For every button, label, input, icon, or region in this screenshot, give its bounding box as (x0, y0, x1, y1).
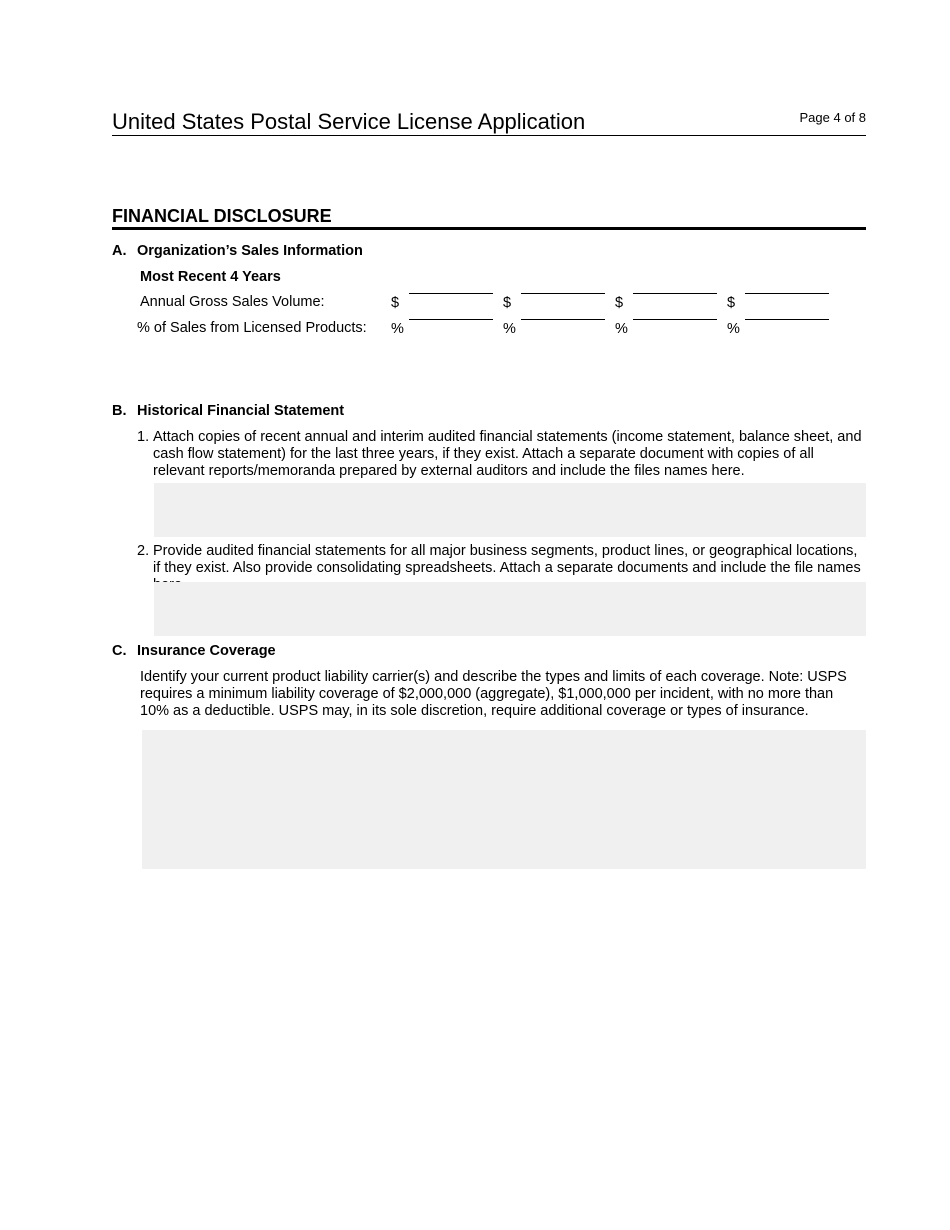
header-rule (112, 135, 866, 136)
part-b-title: Historical Financial Statement (137, 403, 345, 419)
page-number: Page 4 of 8 (799, 110, 866, 125)
insurance-instructions: Identify your current product liability carrier(s) and describe the types and limits of each coverage. Note: USPS requires a minimum liability coverage of $2,000,000 (aggregate), $1,000,000 per incident, with no more than 10% as a deductible. USPS may, in its sole discretion, require additional coverage or types of insurance. (140, 669, 847, 719)
document-title: United States Postal Service License Application (112, 109, 586, 134)
dollar-symbol: $ (503, 295, 512, 311)
sales-volume-label: Annual Gross Sales Volume: (140, 294, 325, 310)
part-a-title: Organization’s Sales Information (137, 243, 363, 259)
percent-symbol: % (391, 321, 404, 337)
item-2-text: Provide audited financial statements for all major business segments, product lines, or geographical locations, if they exist. Also provide consolidating spreadsheets. Attach a separate documents and include the file names (153, 543, 861, 576)
item-1-text: Attach copies of recent annual and interim audited financial statements (income statement, balance sheet, and cash flow statement) for the last three years, if they exist. Attach a separate document with copies of all relevant reports/memoranda prepared by external auditors and include the files names here. (153, 429, 862, 479)
section-rule (112, 227, 866, 230)
part-c-letter: C. (112, 643, 127, 659)
item-2-number: 2. (137, 543, 150, 559)
licensed-sales-label: % of Sales from Licensed Products: (137, 320, 367, 336)
section-title: FINANCIAL DISCLOSURE (112, 206, 332, 226)
insurance-coverage-field[interactable] (142, 730, 866, 869)
percent-symbol: % (503, 321, 516, 337)
financial-statements-files-field[interactable] (154, 483, 866, 537)
percent-symbol: % (727, 321, 740, 337)
licensed-sales-year-4-field[interactable] (745, 319, 829, 320)
part-b-letter: B. (112, 403, 127, 419)
part-a-letter: A. (112, 243, 127, 259)
licensed-sales-year-3-field[interactable] (633, 319, 717, 320)
dollar-symbol: $ (727, 295, 736, 311)
segment-statements-files-field[interactable] (154, 582, 866, 636)
dollar-symbol: $ (391, 295, 400, 311)
licensed-sales-year-2-field[interactable] (521, 319, 605, 320)
sales-volume-year-1-field[interactable] (409, 293, 493, 294)
percent-symbol: % (615, 321, 628, 337)
part-a-subtitle: Most Recent 4 Years (140, 269, 281, 285)
item-1-number: 1. (137, 429, 150, 445)
dollar-symbol: $ (615, 295, 624, 311)
sales-volume-year-4-field[interactable] (745, 293, 829, 294)
sales-volume-year-3-field[interactable] (633, 293, 717, 294)
part-c-title: Insurance Coverage (137, 643, 276, 659)
sales-volume-year-2-field[interactable] (521, 293, 605, 294)
licensed-sales-year-1-field[interactable] (409, 319, 493, 320)
